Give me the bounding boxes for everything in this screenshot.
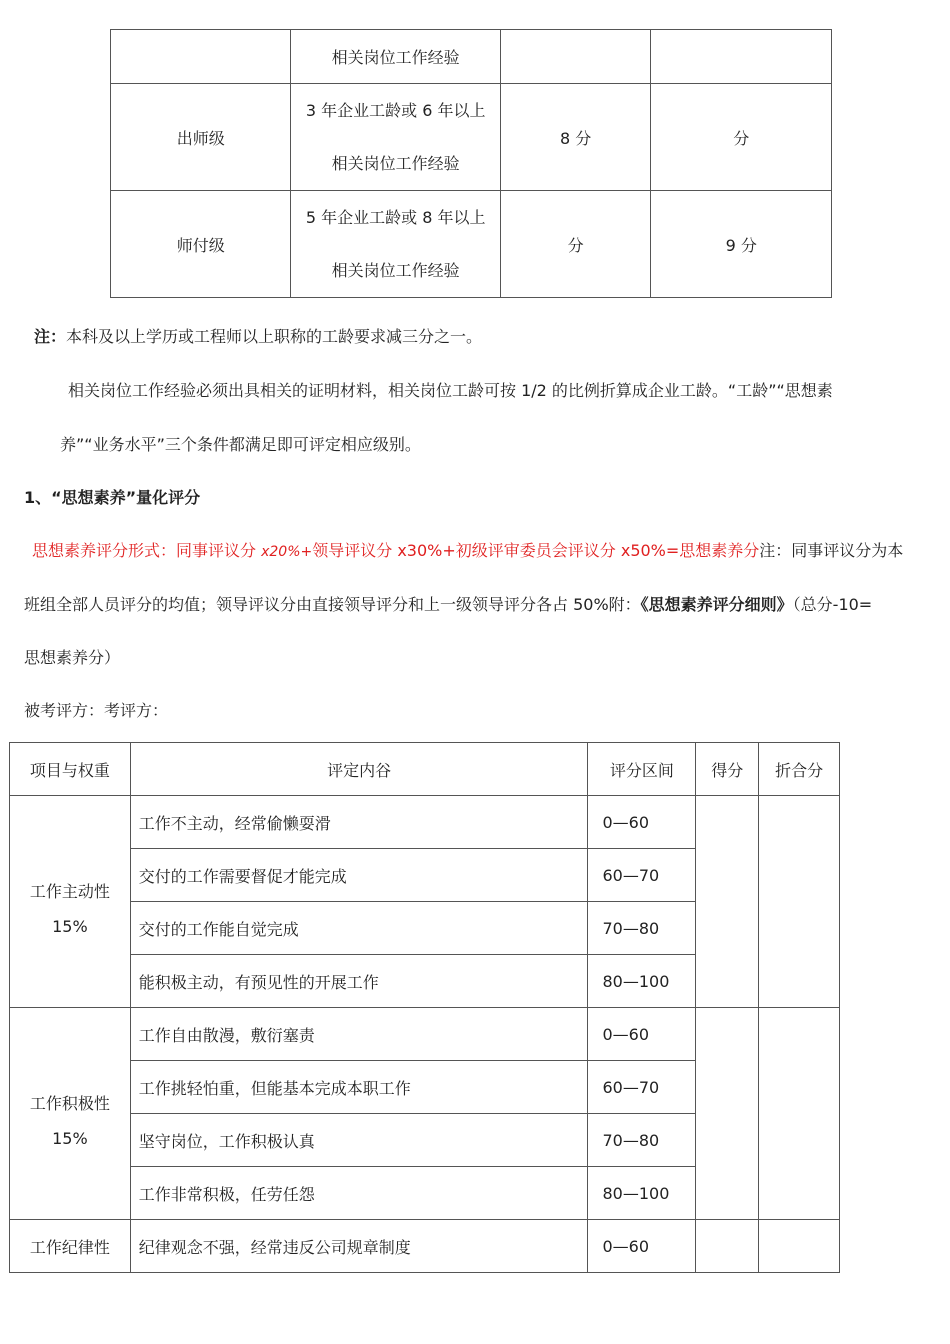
column-header: 得分 <box>696 743 759 796</box>
content-cell: 纪律观念不强，经常违反公司规章制度 <box>130 1220 588 1273</box>
formula-line: 思想素养分） <box>24 648 121 667</box>
column-header: 项目与权重 <box>10 743 131 796</box>
requirement-cell: 相关岗位工作经验 <box>291 30 500 84</box>
column-header: 评定内谷 <box>130 743 588 796</box>
formula-note: 注：同事评议分为本 <box>759 541 904 560</box>
score-cell <box>696 1008 759 1220</box>
content-cell: 能积极主动，有预见性的开展工作 <box>130 955 588 1008</box>
range-cell: 80—100 <box>588 955 696 1008</box>
table-row <box>111 84 832 191</box>
category-weight: 15% <box>52 917 88 936</box>
level-cell <box>111 30 291 84</box>
note-label: 注： <box>34 327 67 346</box>
range-cell: 70—80 <box>588 1114 696 1167</box>
table-header-row <box>10 743 840 796</box>
score-cell: 分 <box>651 84 832 191</box>
table-row <box>111 191 832 298</box>
range-cell: 60—70 <box>588 1061 696 1114</box>
section-heading: 1、“思想素养”量化评分 <box>24 488 201 507</box>
content-cell: 坚守岗位，工作积极认真 <box>130 1114 588 1167</box>
requirement-line: 相关岗位工作经验 <box>331 154 460 173</box>
table-row <box>10 1220 840 1273</box>
range-cell: 0—60 <box>588 796 696 849</box>
formula-text: 领导评议分 x30%+初级评审委员会评议分 x50%=思想素养分 <box>312 541 760 560</box>
score-cell: 8 分 <box>500 84 651 191</box>
formula-text: 班组全部人员评分的均值；领导评议分由直接领导评分和上一级领导评分各占 50%附： <box>24 595 641 614</box>
level-cell: 师付级 <box>111 191 291 298</box>
converted-score-cell <box>759 1008 840 1220</box>
range-cell: 0—60 <box>588 1008 696 1061</box>
note-text: 本科及以上学历或工程师以上职称的工龄要求减三分之一。 <box>66 327 483 346</box>
note-line <box>34 324 930 347</box>
content-cell: 工作挑轻怕重，但能基本完成本职工作 <box>130 1061 588 1114</box>
level-table <box>110 29 832 298</box>
table-row <box>10 1008 840 1061</box>
content-cell: 交付的工作能自觉完成 <box>130 902 588 955</box>
category-cell <box>10 1220 131 1273</box>
content-cell: 交付的工作需要督促才能完成 <box>130 849 588 902</box>
range-cell: 0—60 <box>588 1220 696 1273</box>
requirement-cell <box>291 84 500 191</box>
formula-text: 思想素养评分形式：同事评议分 <box>32 541 262 560</box>
score-cell: 分 <box>500 191 651 298</box>
formula-line <box>24 592 930 615</box>
table-row <box>10 796 840 849</box>
category-name: 工作纪律性 <box>29 1237 110 1257</box>
level-cell: 出师级 <box>111 84 291 191</box>
range-cell: 80—100 <box>588 1167 696 1220</box>
score-cell <box>500 30 651 84</box>
parties-line: 被考评方：考评方： <box>24 701 169 720</box>
table-row <box>111 30 832 84</box>
category-name: 工作主动性 <box>29 882 110 901</box>
range-cell: 60—70 <box>588 849 696 902</box>
category-weight: 15% <box>52 1129 88 1148</box>
converted-score-cell <box>759 796 840 1008</box>
formula-line <box>32 538 930 561</box>
content-cell: 工作不主动，经常偷懒耍滑 <box>130 796 588 849</box>
formula-text: （总分-10= <box>792 595 873 614</box>
score-cell <box>696 796 759 1008</box>
rules-title: 《思想素养评分细则》 <box>640 595 793 614</box>
score-cell <box>651 30 832 84</box>
note-paragraph-line: 养”“业务水平”三个条件都满足即可评定相应级别。 <box>60 435 421 454</box>
content-cell: 工作非常积极，任劳任怨 <box>130 1167 588 1220</box>
requirement-line: 3 年企业工龄或 6 年以上 <box>305 101 486 120</box>
requirement-line: 5 年企业工龄或 8 年以上 <box>305 208 486 227</box>
requirement-line: 相关岗位工作经验 <box>331 261 460 280</box>
column-header: 折合分 <box>759 743 840 796</box>
category-cell <box>10 796 131 1008</box>
score-table <box>9 742 840 1273</box>
category-name: 工作积极性 <box>29 1094 110 1113</box>
content-cell: 工作自由散漫，敷衍塞责 <box>130 1008 588 1061</box>
score-cell: 9 分 <box>651 191 832 298</box>
converted-score-cell <box>759 1220 840 1273</box>
note-paragraph-line: 相关岗位工作经验必须出具相关的证明材料，相关岗位工龄可按 1/2 的比例折算成企业工龄。“工龄”“思想素 <box>68 381 833 400</box>
column-header: 评分区间 <box>588 743 696 796</box>
formula-text: x20%+ <box>261 544 313 560</box>
category-cell <box>10 1008 131 1220</box>
range-cell: 70—80 <box>588 902 696 955</box>
score-cell <box>696 1220 759 1273</box>
requirement-cell <box>291 191 500 298</box>
